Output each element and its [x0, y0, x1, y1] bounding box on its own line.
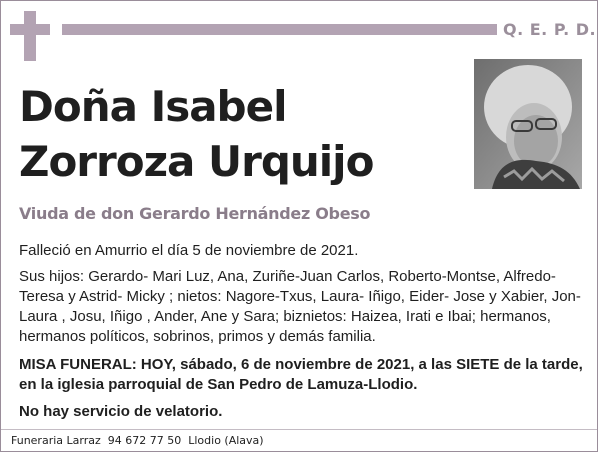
funeral-mass-info: MISA FUNERAL: HOY, sábado, 6 de noviembre de 2021, a las SIETE de la tarde, en la iglesia parroquial de San Pedro de Lamuza-Llodio. — [19, 356, 583, 393]
cross-horizontal-bar — [10, 24, 50, 35]
family-list: Sus hijos: Gerardo- Mari Luz, Ana, Zuriñe-Juan Carlos, Roberto-Montse, Alfredo-Teresa y Astrid- Micky ; nietos: Nagore-Txus, Laura- Iñigo, Eider- Jose y Xabier, Jon- Laura , Josu, Iñigo , Ander, Ane y Sara; biznietos: Haizea, Irati e Ibai; hermanos, hermanos políticos, sobrinos, primos y demás familia. — [19, 268, 581, 345]
qepd-label: Q. E. P. D. — [503, 20, 597, 39]
funeral-home-name: Funeraria Larraz — [11, 434, 101, 447]
header-rule — [62, 24, 497, 35]
widow-of: Viuda de don Gerardo Hernández Obeso — [19, 204, 371, 223]
name-line-2: Zorroza Urquijo — [19, 137, 374, 186]
funeral-home-phone: 94 672 77 50 — [107, 434, 182, 447]
portrait-photo-graphic — [474, 59, 582, 189]
deceased-name — [19, 79, 373, 189]
death-notice: Falleció en Amurrio el día 5 de noviembre de 2021. — [19, 242, 359, 259]
name-line-1: Doña Isabel — [19, 82, 287, 131]
wake-info: No hay servicio de velatorio. — [19, 403, 223, 420]
cross-vertical-bar — [24, 11, 36, 61]
footer-divider — [1, 429, 597, 430]
funeral-home-location: Llodio (Alava) — [188, 434, 264, 447]
footer — [11, 434, 264, 447]
portrait-photo — [474, 59, 582, 189]
